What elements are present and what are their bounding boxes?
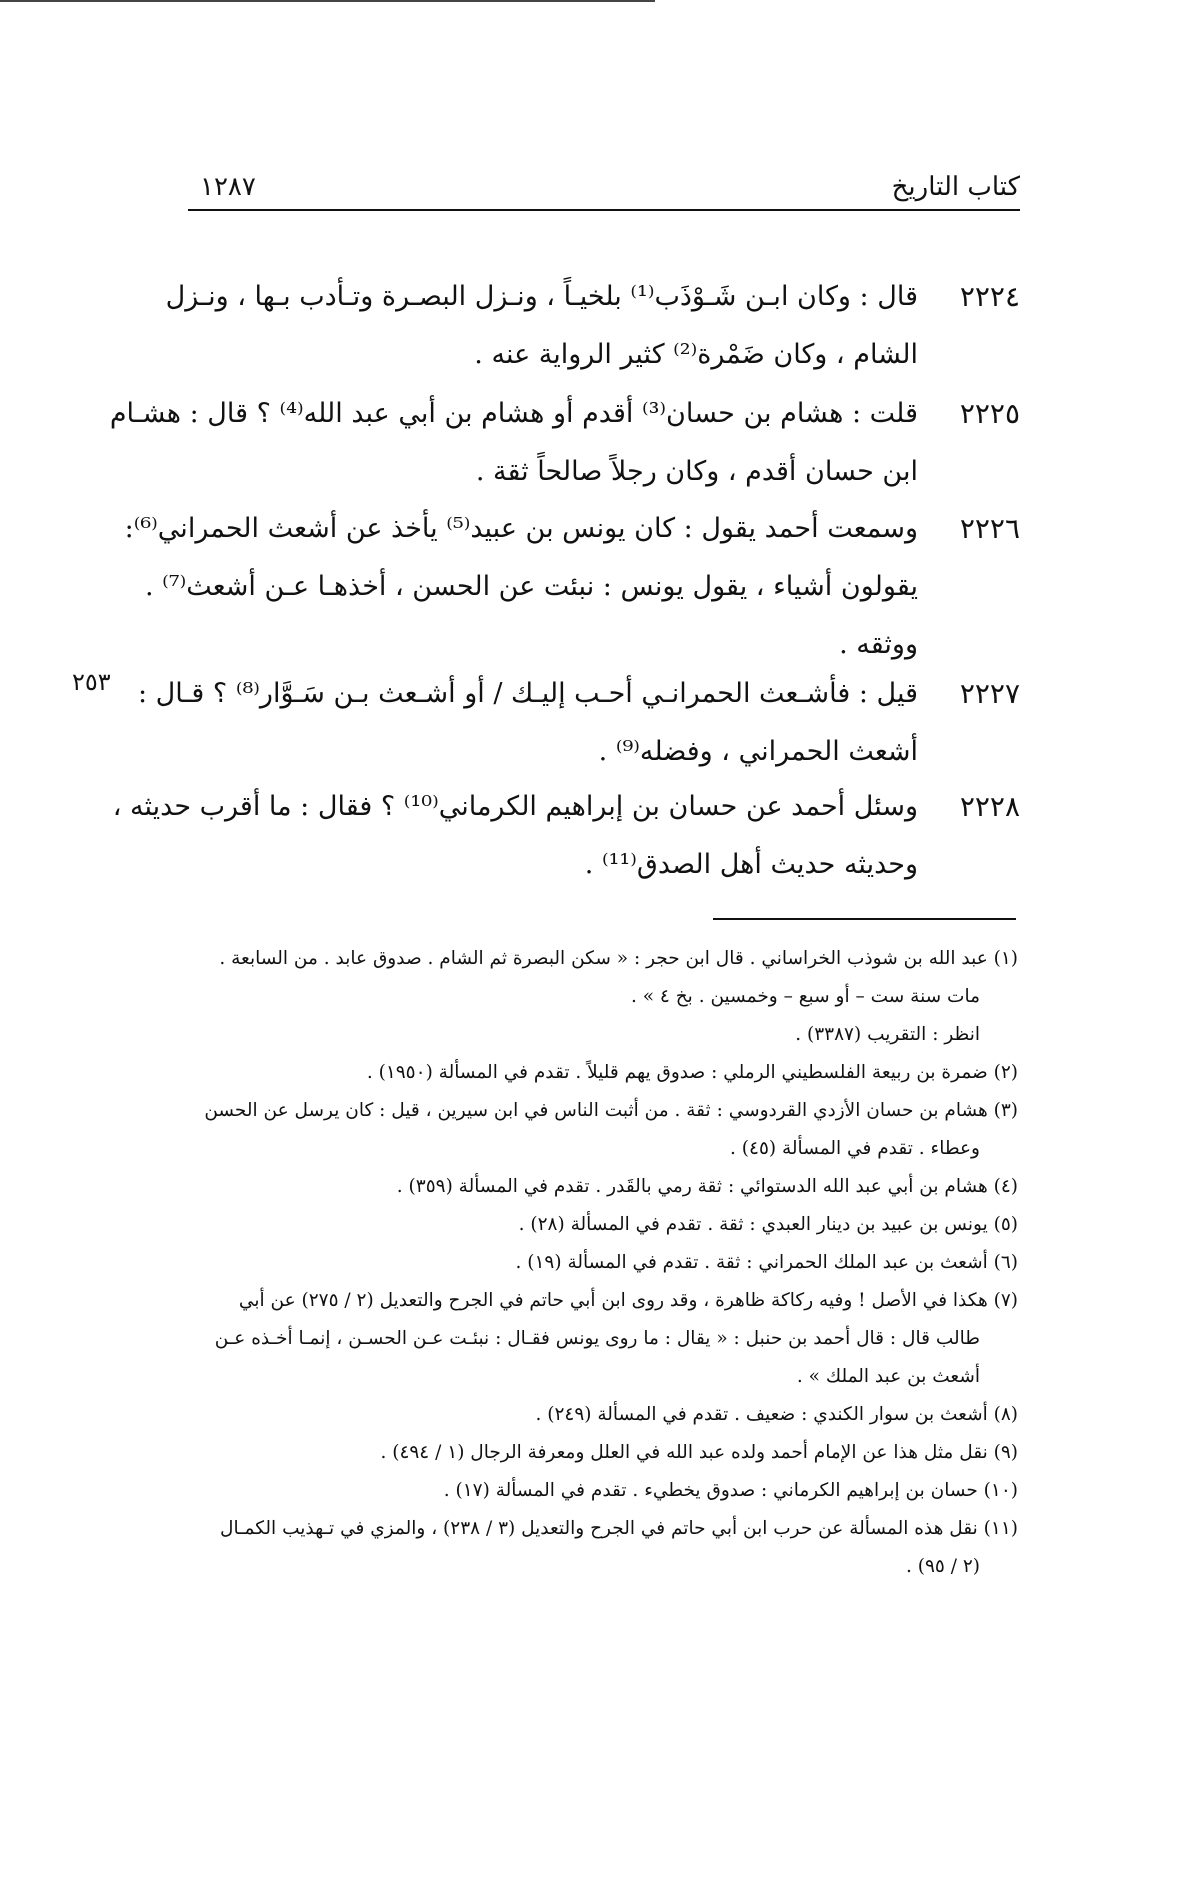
footnote-9 [184, 1434, 1018, 1472]
footnote-line: مات سنة ست – أو سبع – وخمسين . بخ ٤ » . [630, 986, 980, 1007]
footnote-11 [184, 1510, 1018, 1586]
entry-number: ٢٢٢٦ [959, 512, 1020, 545]
footnote-7 [184, 1282, 1018, 1396]
footnotes [184, 940, 1018, 1586]
footnote-10 [184, 1472, 1018, 1510]
footnote-line: طالب قال : قال أحمد بن حنبل : « يقال : ما روى يونس فقـال : نبئـت عـن الحسـن ، إنمـا أخـذه عـن [214, 1328, 980, 1349]
entry-line: يقولون أشياء ، يقول يونس : نبئت عن الحسن ، أخذهـا عـن أشعث⁽⁷⁾ . [145, 571, 918, 602]
footnote-line: (٨) أشعث بن سوار الكندي : ضعيف . تقدم في المسألة (٢٤٩) . [535, 1404, 1018, 1425]
footnote-2 [184, 1054, 1018, 1092]
header-rule [188, 209, 1020, 211]
entry-number: ٢٢٢٤ [959, 280, 1020, 313]
entry-2224 [165, 268, 1020, 384]
entry-line: وسئل أحمد عن حسان بن إبراهيم الكرماني⁽¹⁰⁾ ؟ فقال : ما أقرب حديثه ، [112, 791, 918, 822]
footnote-5 [184, 1206, 1018, 1244]
footnote-line: (٤) هشام بن أبي عبد الله الدستوائي : ثقة رمي بالقَدر . تقدم في المسألة (٣٥٩) . [396, 1176, 1018, 1197]
entry-text [124, 500, 918, 674]
entry-line: ابن حسان أقدم ، وكان رجلاً صالحاً ثقة . [475, 456, 918, 487]
entry-text [137, 665, 918, 781]
entry-number: ٢٢٢٨ [959, 790, 1020, 823]
footnote-line: (١٠) حسان بن إبراهيم الكرماني : صدوق يخطيء . تقدم في المسألة (١٧) . [443, 1480, 1018, 1501]
footnote-line: (٢ / ٩٥) . [905, 1556, 980, 1577]
entry-line: أشعث الحمراني ، وفضله⁽⁹⁾ . [598, 736, 918, 767]
entry-text [112, 778, 918, 894]
footnote-line: انظر : التقريب (٣٣٨٧) . [795, 1024, 980, 1045]
page-header [188, 172, 1020, 210]
footnote-separator [713, 918, 1016, 920]
footnote-line: وعطاء . تقدم في المسألة (٤٥) . [730, 1138, 980, 1159]
entry-line: وسمعت أحمد يقول : كان يونس بن عبيد⁽⁵⁾ يأخذ عن أشعث الحمراني⁽⁶⁾: [124, 513, 918, 544]
footnote-line: (٩) نقل مثل هذا عن الإمام أحمد ولده عبد الله في العلل ومعرفة الرجال (١ / ٤٩٤) . [380, 1442, 1018, 1463]
footnote-1 [184, 940, 1018, 1054]
footnote-line: أشعث بن عبد الملك » . [796, 1366, 980, 1387]
entry-2227 [137, 665, 1020, 781]
entry-line: الشام ، وكان ضَمْرة⁽²⁾ كثير الرواية عنه . [474, 339, 918, 370]
entry-2225 [109, 385, 1020, 501]
entry-text [109, 385, 918, 501]
entry-2228 [112, 778, 1020, 894]
footnote-line: (١١) نقل هذه المسألة عن حرب ابن أبي حاتم في الجرح والتعديل (٣ / ٢٣٨) ، والمزي في تـهذيب الكمـال [220, 1518, 1018, 1539]
margin-page-number: ٢٥٣ [72, 668, 111, 696]
footnote-line: (٢) ضمرة بن ربيعة الفلسطيني الرملي : صدوق يهم قليلاً . تقدم في المسألة (١٩٥٠) . [366, 1062, 1018, 1083]
footnote-4 [184, 1168, 1018, 1206]
book-title: كتاب التاريخ [891, 172, 1020, 202]
entry-text [165, 268, 918, 384]
entry-number: ٢٢٢٥ [959, 397, 1020, 430]
footnote-6 [184, 1244, 1018, 1282]
footnote-line: (٥) يونس بن عبيد بن دينار العبدي : ثقة . تقدم في المسألة (٢٨) . [518, 1214, 1018, 1235]
footnote-line: (٦) أشعث بن عبد الملك الحمراني : ثقة . تقدم في المسألة (١٩) . [515, 1252, 1018, 1273]
page-number: ١٢٨٧ [200, 172, 256, 202]
footnote-3 [184, 1092, 1018, 1168]
footnote-line: (٧) هكذا في الأصل ! وفيه ركاكة ظاهرة ، وقد روى ابن أبي حاتم في الجرح والتعديل (٢ / ٢٧٥) عن أبي [238, 1290, 1018, 1311]
top-edge-rule [0, 0, 655, 2]
entry-line: وحديثه حديث أهل الصدق⁽¹¹⁾ . [584, 849, 918, 880]
entry-line: ووثقه . [839, 629, 918, 660]
footnote-line: (٣) هشام بن حسان الأزدي القردوسي : ثقة . من أثبت الناس في ابن سيرين ، قيل : كان يرسل عن الحسن [204, 1100, 1018, 1121]
footnote-line: (١) عبد الله بن شوذب الخراساني . قال ابن حجر : « سكن البصرة ثم الشام . صدوق عابد . من السابعة . [219, 948, 1018, 969]
entry-line: قلت : هشام بن حسان⁽³⁾ أقدم أو هشام بن أبي عبد الله⁽⁴⁾ ؟ قال : هشـام [109, 398, 918, 429]
entry-number: ٢٢٢٧ [959, 677, 1020, 710]
entry-line: قيل : فأشـعث الحمرانـي أحـب إليـك / أو أشـعث بـن سَـوَّار⁽⁸⁾ ؟ قـال : [137, 678, 918, 709]
entry-line: قال : وكان ابـن شَـوْذَب⁽¹⁾ بلخيـاً ، ونـزل البصـرة وتـأدب بـها ، ونـزل [165, 281, 918, 312]
entry-2226 [124, 500, 1020, 674]
footnote-8 [184, 1396, 1018, 1434]
